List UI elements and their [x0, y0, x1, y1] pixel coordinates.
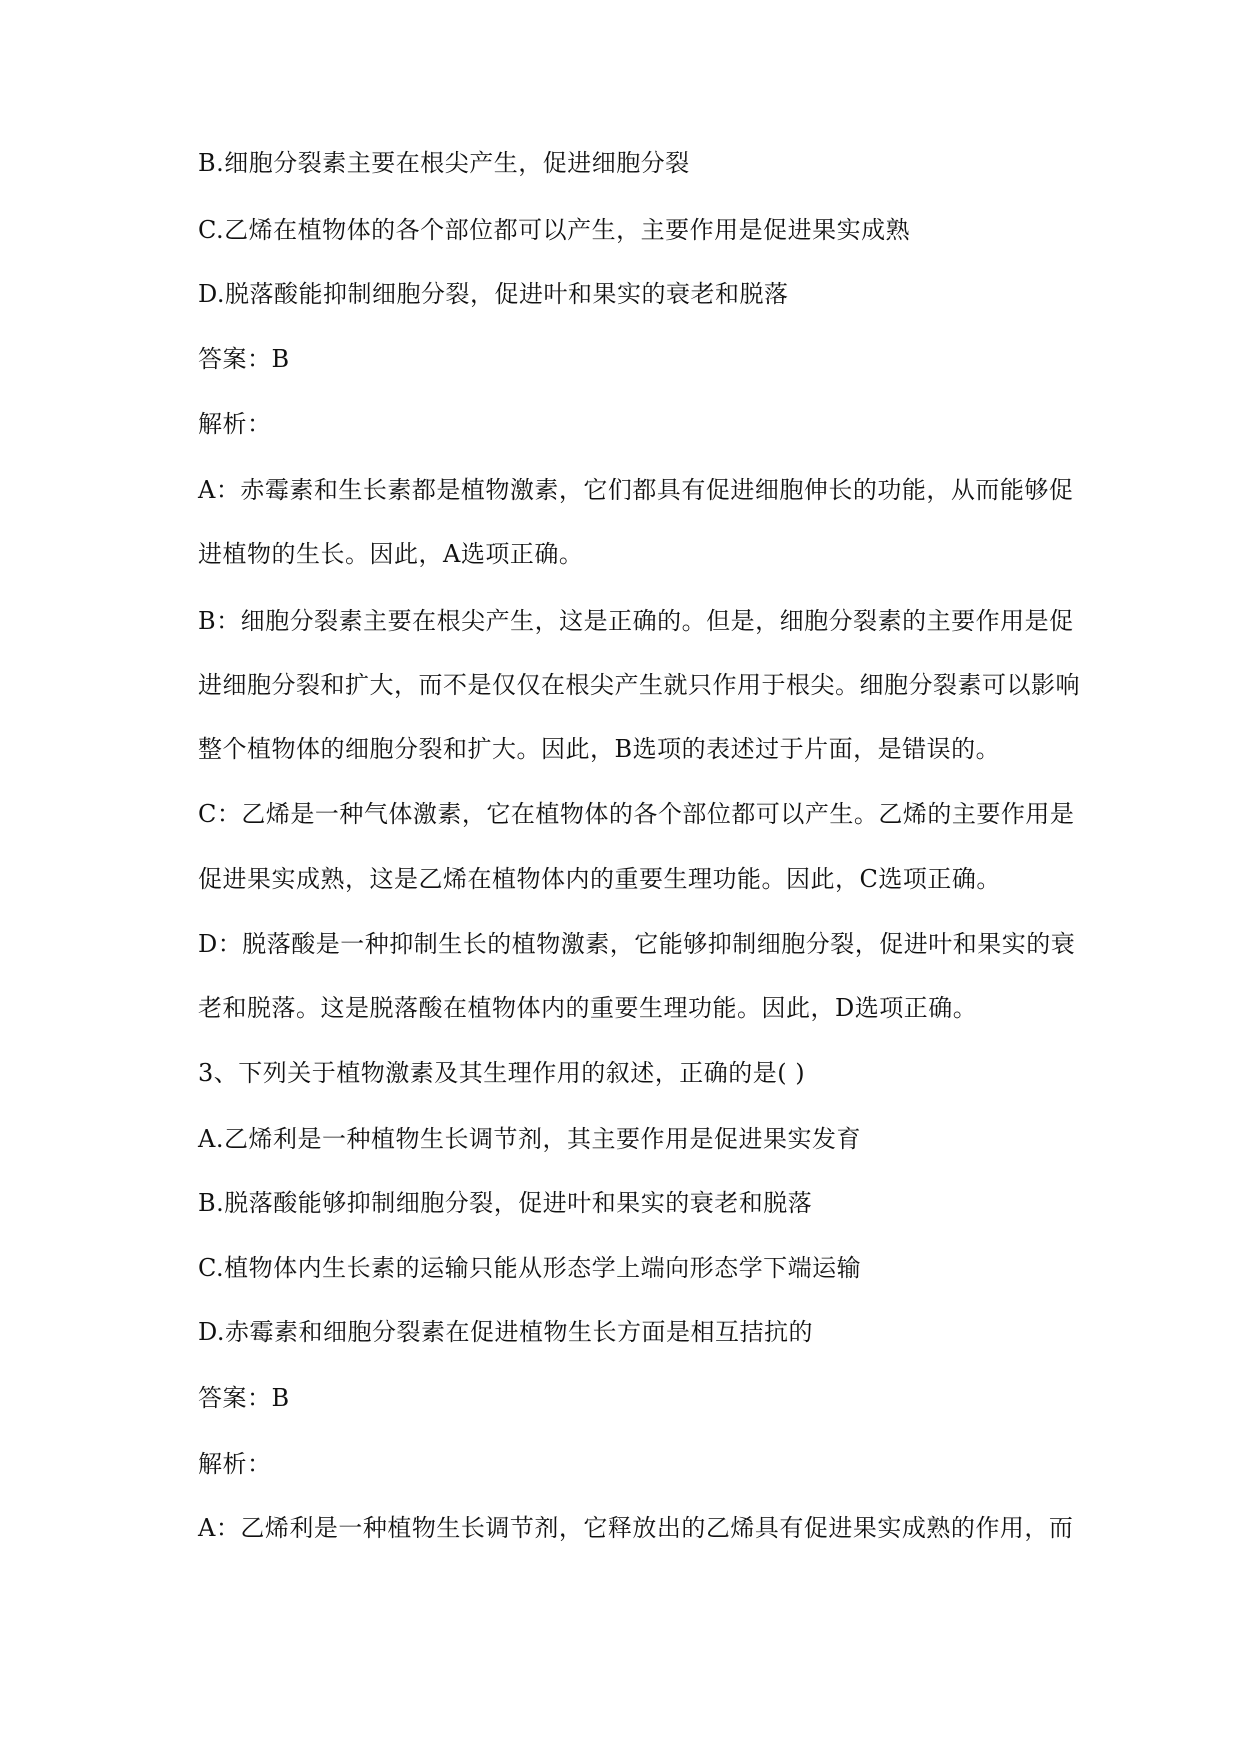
option-b-line: B.细胞分裂素主要在根尖产生，促进细胞分裂 [198, 149, 690, 177]
analysis-b-line-2: 进细胞分裂和扩大，而不是仅仅在根尖产生就只作用于根尖。细胞分裂素可以影响 [198, 671, 1080, 699]
option-d-line: D.脱落酸能抑制细胞分裂，促进叶和果实的衰老和脱落 [198, 280, 789, 308]
analysis-a-line-2: 进植物的生长。因此，A选项正确。 [198, 540, 584, 568]
q3-analysis-a-line-1: A：乙烯利是一种植物生长调节剂，它释放出的乙烯具有促进果实成熟的作用，而 [198, 1514, 1074, 1542]
question-3-stem: 3、下列关于植物激素及其生理作用的叙述，正确的是( ) [198, 1059, 806, 1087]
q3-answer-line: 答案：B [198, 1384, 290, 1412]
q3-analysis-heading: 解析： [198, 1450, 272, 1478]
analysis-b-line-3: 整个植物体的细胞分裂和扩大。因此，B选项的表述过于片面，是错误的。 [198, 735, 1001, 763]
q3-option-b: B.脱落酸能够抑制细胞分裂，促进叶和果实的衰老和脱落 [198, 1189, 813, 1217]
analysis-d-line-2: 老和脱落。这是脱落酸在植物体内的重要生理功能。因此，D选项正确。 [198, 994, 978, 1022]
analysis-d-line-1: D：脱落酸是一种抑制生长的植物激素，它能够抑制细胞分裂，促进叶和果实的衰 [198, 930, 1076, 958]
analysis-c-line-1: C：乙烯是一种气体激素，它在植物体的各个部位都可以产生。乙烯的主要作用是 [198, 800, 1075, 828]
analysis-c-line-2: 促进果实成熟，这是乙烯在植物体内的重要生理功能。因此，C选项正确。 [198, 865, 1001, 893]
option-c-line: C.乙烯在植物体的各个部位都可以产生，主要作用是促进果实成熟 [198, 216, 911, 244]
answer-line: 答案：B [198, 345, 290, 373]
q3-option-c: C.植物体内生长素的运输只能从形态学上端向形态学下端运输 [198, 1254, 862, 1282]
analysis-b-line-1: B：细胞分裂素主要在根尖产生，这是正确的。但是，细胞分裂素的主要作用是促 [198, 607, 1074, 635]
analysis-heading: 解析： [198, 410, 272, 438]
document-page [198, 148, 1080, 1543]
analysis-a-line-1: A：赤霉素和生长素都是植物激素，它们都具有促进细胞伸长的功能，从而能够促 [198, 476, 1074, 504]
q3-option-d: D.赤霉素和细胞分裂素在促进植物生长方面是相互拮抗的 [198, 1318, 814, 1346]
q3-option-a: A.乙烯利是一种植物生长调节剂，其主要作用是促进果实发育 [198, 1125, 861, 1153]
